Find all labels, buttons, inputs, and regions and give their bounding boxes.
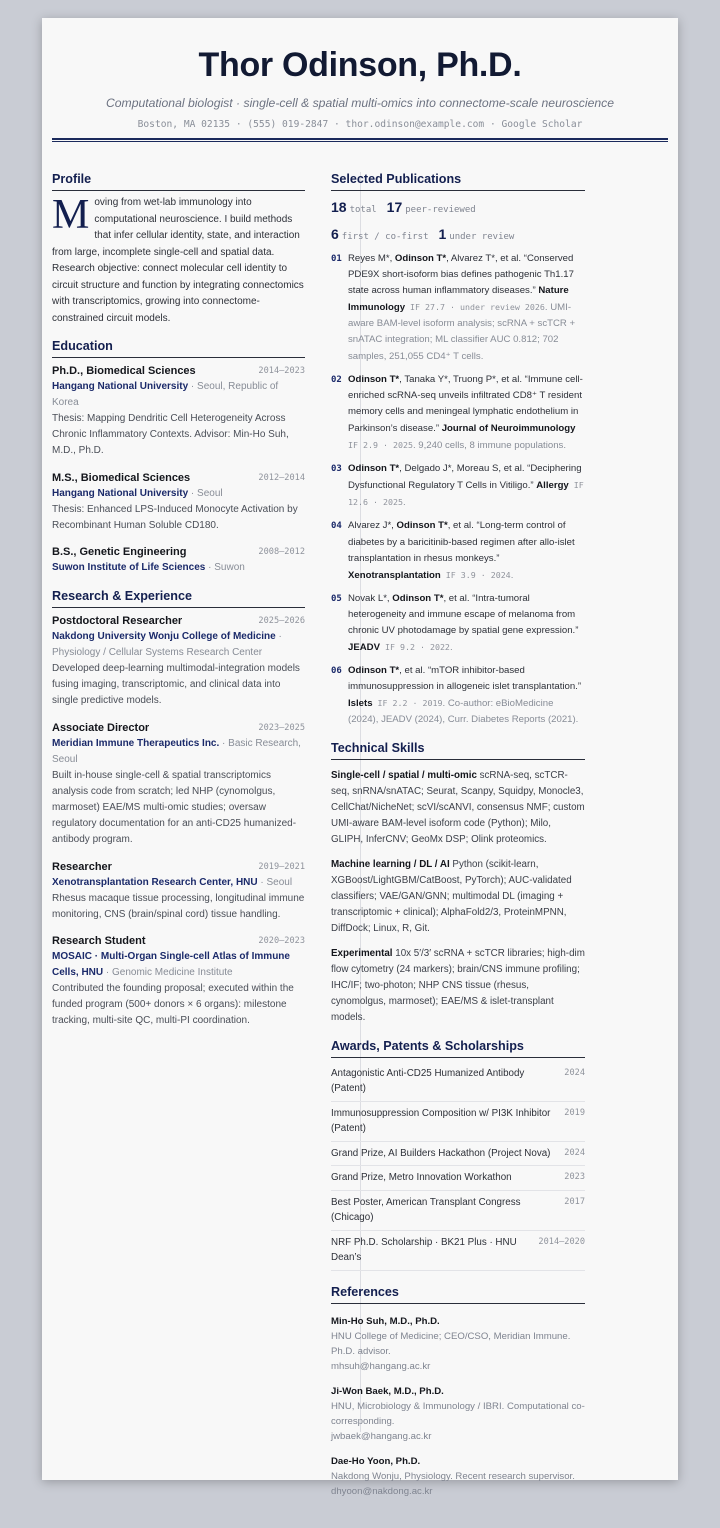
degree: M.S., Biomedical Sciences (52, 471, 191, 484)
organization (52, 736, 305, 768)
self-author: Odinson T* (394, 253, 447, 264)
stat-row (331, 224, 585, 243)
authors-before: Alvarez J*, (348, 520, 397, 532)
impact-factor: IF 9.2 · 2022 (380, 642, 450, 653)
contact-line[interactable]: Boston, MA 02135 · (555) 019-2847 · thor.odinson@example.com · Google Scholar (137, 119, 583, 130)
organization-name: Xenotransplantation Research Center, HNU (52, 876, 258, 888)
publication-number: 04 (331, 521, 342, 532)
journal-name: Allergy (536, 480, 569, 492)
role: Researcher (52, 860, 112, 873)
entry-description: Contributed the founding proposal; executed within the funded program (500+ donors × 6 organs): milestone tracking, multi-site QC, multi-PI coordination. (52, 983, 294, 1027)
experience-entry (52, 720, 305, 849)
awards-section (331, 1039, 585, 1271)
profile-text (52, 192, 305, 327)
profile-section (52, 172, 305, 327)
entry-description: Developed deep-learning multimodal-integration models fusing imaging, transcriptomic, and clinical data into single predictive models. (52, 663, 300, 707)
publication-item (331, 372, 585, 454)
award-year: 2019 (564, 1107, 585, 1118)
institution (52, 379, 305, 411)
left-column (52, 154, 305, 1030)
organization (52, 949, 305, 981)
skill-heading: Single-cell / spatial / multi-omic (331, 769, 477, 781)
profile-body: oving from wet-lab immunology into computational neuroscience. I build methods that infer cellular identity, state, and interaction from large, incomplete single-cell and spatial data. Research objective: connect molecular cell identity to circuit structure and function by integrating connectomics with transcriptomics, growing into connectome-constrained circuit models. (52, 197, 304, 324)
organization-name: Nakdong University Wonju College of Medicine (52, 631, 276, 643)
journal-name: Nature Immunology (348, 285, 569, 314)
reference-name: Ji-Won Baek, M.D., Ph.D. (331, 1385, 444, 1397)
dates: 2019–2021 (258, 861, 305, 872)
education-entry (52, 544, 305, 576)
self-author: Odinson T* (396, 520, 448, 532)
publication-item (331, 591, 585, 656)
experience-section (52, 589, 305, 1030)
self-author: Odinson T* (392, 592, 444, 604)
stat (387, 197, 476, 216)
education-entry (52, 470, 305, 534)
award-name: NRF Ph.D. Scholarship · BK21 Plus · HNU Dean’s (331, 1236, 517, 1264)
reference-name: Min-Ho Suh, M.D., Ph.D. (331, 1315, 440, 1327)
reference-item (331, 1314, 585, 1374)
publication-citation (348, 372, 585, 454)
publication-item (331, 518, 585, 583)
section-title: Technical Skills (331, 741, 585, 760)
stat-value: 17 (386, 199, 403, 215)
award-year: 2024 (564, 1147, 585, 1158)
award-name: Grand Prize, Metro Innovation Workathon (331, 1172, 512, 1184)
publication-number: 06 (331, 666, 342, 677)
reference-item (331, 1384, 585, 1444)
experience-entry (52, 933, 305, 1030)
impact-factor: IF 2.2 · 2019 (372, 698, 443, 709)
stat-value: 18 (331, 199, 347, 215)
award-year: 2014–2020 (538, 1236, 585, 1247)
impact-factor: IF 12.6 · 2025 (348, 480, 584, 508)
role: Postdoctoral Researcher (52, 615, 183, 628)
education-entry (52, 363, 305, 460)
organization (52, 629, 305, 661)
location: · Seoul (188, 487, 223, 499)
award-year: 2024 (564, 1067, 585, 1078)
location: · Seoul (257, 876, 293, 888)
entry-description: Built in-house single-cell & spatial transcriptomics analysis code from scratch; led NHP (cynomolgus, marmoset) EAE/MS multi-omic studies; oversaw regulatory documentation for an anti-CD25 humanized-antibody program. (52, 769, 297, 846)
organization-name: MOSAIC · Multi-Organ Single-cell Atlas of Immune Cells, HNU (52, 951, 290, 979)
education-section (52, 339, 305, 576)
dates: 2008–2012 (258, 547, 305, 558)
publication-item (331, 663, 585, 728)
publication-citation (348, 251, 585, 365)
organization (52, 875, 305, 891)
publication-note: . (510, 569, 514, 581)
publication-citation (348, 518, 585, 583)
reference-item (331, 1454, 585, 1499)
journal-name: Journal of Neuroimmunology (441, 422, 576, 434)
publication-number: 01 (331, 254, 342, 264)
tagline: Computational biologist · single-cell & spatial multi-omics into connectome-scale neuroscience (105, 96, 615, 110)
award-name: Immunosuppression Composition w/ PI3K Inhibitor (Patent) (331, 1107, 551, 1135)
skill-group (331, 768, 585, 849)
location: · Genomic Medicine Institute (103, 967, 233, 979)
experience-entry (52, 859, 305, 923)
stat (331, 197, 377, 216)
dates: 2012–2014 (258, 472, 305, 483)
reference-description: Nakdong Wonju, Physiology. Recent research supervisor. (331, 1470, 575, 1482)
role: Associate Director (52, 721, 150, 734)
publication-note: . (449, 642, 453, 654)
skills-section (331, 741, 585, 1027)
award-item (331, 1062, 585, 1102)
institution (52, 486, 305, 502)
degree: Ph.D., Biomedical Sciences (52, 365, 196, 377)
publication-citation (348, 461, 585, 511)
publication-note: . 9,240 cells, 8 immune populations. (412, 440, 566, 452)
stat-label: under review (449, 232, 515, 242)
experience-entry (52, 613, 305, 710)
skill-text: 10x 5′/3′ scRNA + scTCR libraries; high-dim flow cytometry (24 markers); brain/CNS immune profiling; IHC/IF; two-photon; NHP CNS tissue (rhesus, cynomolgus, marmoset); EAE/MS & islet-transplant models. (331, 947, 585, 1024)
publication-item (331, 461, 585, 511)
stat (439, 224, 515, 243)
section-title: Education (52, 339, 305, 358)
self-author: Odinson T* (348, 373, 400, 385)
section-title: References (331, 1285, 585, 1304)
dates: 2014–2023 (258, 366, 305, 376)
publication-number: 05 (331, 593, 342, 604)
authors-before: Novak L*, (348, 592, 393, 604)
stat-label: first / co-first (341, 232, 429, 242)
entry-description: Thesis: Mapping Dendritic Cell Heterogeneity Across Chronic Inflammatory Contexts. Advisor: Min-Ho Suh, M.D., Ph.D. (52, 413, 289, 457)
entry-description: Thesis: Enhanced LPS-Induced Monocyte Activation by Recombinant Human Soluble CD180. (52, 503, 298, 531)
reference-list (331, 1314, 585, 1499)
award-item (331, 1231, 585, 1271)
dropcap: M (52, 192, 90, 238)
stat-label: total (349, 205, 377, 215)
role: Research Student (52, 935, 146, 948)
skill-heading: Machine learning / DL / AI (331, 858, 450, 870)
stat-row (331, 197, 585, 216)
authors-title: , et al. “mTOR inhibitor-based immunosuppression in allogeneic islet transplantation.” (348, 665, 582, 693)
skill-group (331, 946, 585, 1027)
impact-factor: IF 3.9 · 2024 (440, 569, 511, 580)
publication-list (331, 251, 585, 729)
publication-note: . UMI-aware BAM-level isoform analysis; scRNA + scTCR + snATAC integration; ML classifier AUC 0.812; 702 samples, 251,055 CD4⁺ T cells. (348, 302, 576, 362)
award-list (331, 1062, 585, 1271)
impact-factor: IF 27.7 · under review 2026 (405, 302, 545, 313)
reference-name: Dae-Ho Yoon, Ph.D. (331, 1455, 421, 1467)
stat-value: 6 (331, 226, 339, 242)
location: · Seoul, Republic of Korea (52, 381, 279, 408)
stat (331, 224, 429, 243)
publication-note: . Co-author: eBioMedicine (2024), JEADV (2024), Curr. Diabetes Reports (2021). (348, 698, 579, 726)
location: · Suwon (205, 562, 245, 574)
publication-item (331, 251, 585, 365)
award-year: 2017 (564, 1196, 585, 1207)
right-column (331, 154, 585, 1499)
references-section (331, 1285, 585, 1499)
self-author: Odinson T* (348, 665, 400, 677)
institution-name: Suwon Institute of Life Sciences (52, 562, 206, 574)
self-author: Odinson T* (348, 463, 400, 475)
publication-citation (348, 663, 585, 728)
location: · Basic Research, Seoul (52, 737, 301, 765)
skill-group (331, 857, 585, 938)
journal-name: JEADV (348, 642, 380, 654)
authors-before: Reyes M*, (348, 253, 395, 264)
skill-text: Python (scikit-learn, XGBoost/LightGBM/CatBoost, PyTorch); AUC-validated classifiers; VAE/GAN/GNN; multimodal DL (imaging + transcriptomic + clinical); AlphaFold2/3, ProteinMPNN, DiffDock; Linux, R, Git. (331, 858, 572, 935)
section-title: Selected Publications (331, 172, 585, 191)
authors-title: , Alvarez T*, et al. “Conserved PDE9X short-isoform bias defines pathogenic Th1.17 state across human inflammatory diseases.” (348, 253, 574, 297)
award-year: 2023 (564, 1172, 585, 1183)
award-name: Grand Prize, AI Builders Hackathon (Project Nova) (331, 1147, 551, 1159)
publication-number: 03 (331, 464, 342, 475)
institution-name: Hangang National University (52, 381, 189, 392)
award-item (331, 1191, 585, 1231)
reference-description: HNU College of Medicine; CEO/CSO, Meridian Immune. Ph.D. advisor. (331, 1330, 571, 1357)
award-name: Best Poster, American Transplant Congress (Chicago) (331, 1196, 521, 1224)
award-item (331, 1166, 585, 1191)
section-title: Awards, Patents & Scholarships (331, 1039, 585, 1058)
award-name: Antagonistic Anti-CD25 Humanized Antibody (Patent) (331, 1067, 525, 1095)
candidate-name: Thor Odinson, Ph.D. (198, 46, 522, 84)
authors-title: , Tanaka Y*, Truong P*, et al. “Immune cell-enriched scRNA-seq unveils infiltrated CD8⁺ T resident memory cells and meningeal lymphatic endothelium in Parkinson’s disease.” (348, 373, 583, 434)
dates: 2025–2026 (258, 616, 305, 627)
reference-email[interactable]: mhsuh@hangang.ac.kr (331, 1360, 431, 1372)
location: · Physiology / Cellular Systems Research Center (52, 631, 282, 659)
journal-name: Islets (348, 698, 373, 710)
institution (52, 560, 305, 576)
reference-email[interactable]: dhyoon@nakdong.ac.kr (331, 1485, 433, 1497)
degree: B.S., Genetic Engineering (52, 546, 187, 559)
publication-citation (348, 591, 585, 656)
award-item (331, 1142, 585, 1167)
dates: 2023–2025 (258, 722, 305, 733)
skill-heading: Experimental (331, 947, 393, 959)
publication-note: . (402, 497, 406, 509)
impact-factor: IF 2.9 · 2025 (348, 440, 413, 451)
journal-name: Xenotransplantation (348, 569, 441, 581)
award-item (331, 1102, 585, 1142)
resume-header (52, 44, 668, 130)
authors-title: , et al. “Intra-tumoral heterogeneity and immune escape of melanoma from chronic UV photodamage by spatial gene expression.” (348, 592, 579, 636)
section-title: Profile (52, 172, 305, 191)
reference-description: HNU, Microbiology & Immunology / IBRI. Computational co-corresponding. (331, 1400, 585, 1427)
publication-stats (331, 197, 585, 243)
stat-label: peer-reviewed (405, 205, 476, 215)
entry-description: Rhesus macaque tissue processing, longitudinal immune monitoring, CNS (brain/spinal cord) tissue handling. (52, 892, 305, 920)
authors-title: , et al. “Long-term control of diabetes by a baricitinib-based regimen after allo-islet transplantation in rhesus monkeys.” (348, 520, 575, 564)
dates: 2020–2023 (258, 936, 305, 947)
authors-title: , Delgado J*, Moreau S, et al. “Deciphering Dysfunctional Regulatory T Cells in Vitiligo.” (348, 463, 582, 492)
section-title: Research & Experience (52, 589, 305, 608)
skill-text: scRNA-seq, scTCR-seq, snRNA/snATAC; Seurat, Scanpy, Squidpy, Monocle3, CellChat/NicheNet; scVI/scANVI, consensus NMF; custom UMI-aware BAM-level isoform code (Python); Milo, GLIPH, InferCNV; GeoMx DSP; Olink proteomics. (331, 769, 585, 846)
header-rule (52, 138, 668, 142)
reference-email[interactable]: jwbaek@hangang.ac.kr (331, 1430, 432, 1442)
publication-number: 02 (331, 374, 342, 385)
publications-section (331, 172, 585, 729)
institution-name: Hangang National University (52, 487, 189, 499)
organization-name: Meridian Immune Therapeutics Inc. (52, 737, 220, 749)
stat-value: 1 (438, 226, 447, 242)
